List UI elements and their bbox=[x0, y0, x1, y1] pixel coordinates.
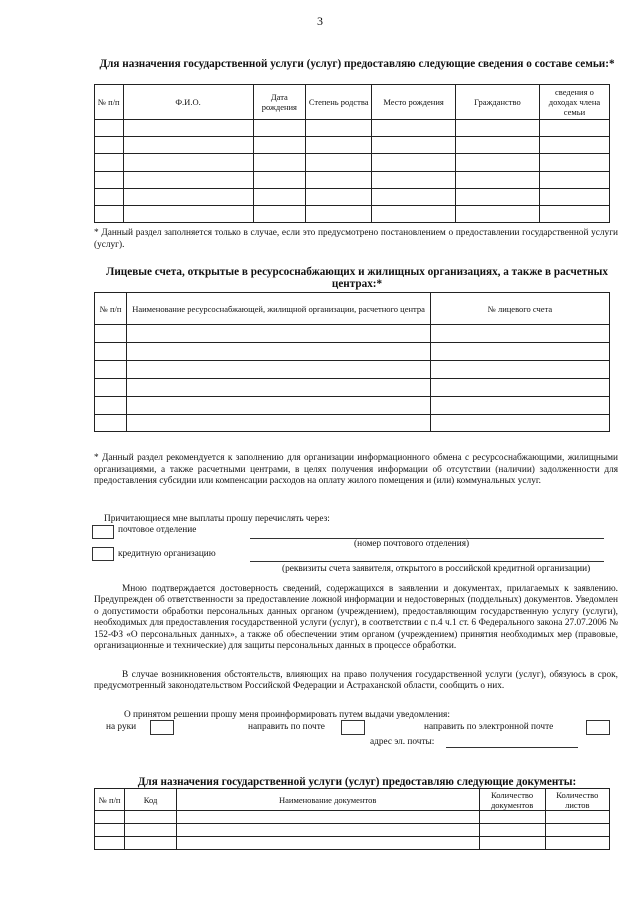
table-row bbox=[95, 154, 610, 172]
notify-text: О принятом решении прошу меня проинформировать путем выдачи уведомления: bbox=[124, 710, 450, 720]
col-birthplace: Место рождения bbox=[372, 85, 456, 120]
notify-mail-checkbox[interactable] bbox=[341, 720, 365, 735]
col-sheet-count: Количество листов bbox=[545, 789, 609, 811]
table-row bbox=[95, 343, 610, 361]
col-number: № п/п bbox=[95, 293, 127, 325]
table-row bbox=[95, 172, 610, 189]
email-address-label: адрес эл. почты: bbox=[370, 737, 435, 747]
table-row bbox=[95, 325, 610, 343]
col-fio: Ф.И.О. bbox=[123, 85, 253, 120]
table-row bbox=[95, 811, 610, 824]
table-row bbox=[95, 206, 610, 223]
col-number: № п/п bbox=[95, 85, 124, 120]
email-address-field[interactable] bbox=[446, 747, 578, 748]
post-office-caption: (номер почтового отделения) bbox=[354, 539, 470, 549]
notify-hand-label: на руки bbox=[106, 722, 137, 732]
post-office-checkbox[interactable] bbox=[92, 525, 114, 539]
consent-paragraph: Мною подтверждается достоверность сведений, содержащихся в заявлении и документах, прилагаемых к заявлению. Предупрежден об ответственности за предоставление ложной информации и недостоверных (поддельных) документов. Уведомлен о допустимости обработки персональных данных органом (учреждением), предоставляющим государственную услугу (услуги), необходимых для предоставления государственной услуги (услуг), в соответствии с п.4 ч.1 ст. 6 Федерального закона 27.07.2006 № 152-ФЗ «О персональных данных», а также об обеспечении этим органом (учреждением) принятия необходимых мер (правовые, организационные и технические) для защиты персональных данных в процессе обработки. bbox=[94, 584, 618, 652]
table-row bbox=[95, 189, 610, 206]
accounts-heading: Лицевые счета, открытые в ресурсоснабжающих и жилищных организациях, а также в расчетных центрах:* bbox=[106, 266, 608, 290]
table-row bbox=[95, 837, 610, 850]
accounts-note: * Данный раздел рекомендуется к заполнению для организации информационного обмена с ресурсоснабжающими, жилищными организациями, а также расчетными центрами, в целях получения информации об отсутствии (наличии) задолженности для предоставления субсидии или компенсации расходов на оплату жилого помещения и (или) коммунальных услуг. bbox=[94, 453, 618, 486]
col-birthdate: Дата рождения bbox=[253, 85, 306, 120]
col-document-name: Наименование документов bbox=[176, 789, 479, 811]
col-organization: Наименование ресурсоснабжающей, жилищной организации, расчетного центра bbox=[127, 293, 431, 325]
table-row bbox=[95, 120, 610, 137]
col-relation: Степень родства bbox=[306, 85, 372, 120]
obligation-paragraph: В случае возникновения обстоятельств, влияющих на право получения государственной услуги (услуг), обязуюсь в срок, предусмотренный законодательством Российской Федерации и Астраханской области, сообщить о них. bbox=[94, 670, 618, 692]
credit-org-label: кредитную организацию bbox=[118, 549, 216, 559]
post-office-label: почтовое отделение bbox=[118, 525, 197, 535]
col-citizenship: Гражданство bbox=[455, 85, 539, 120]
payment-intro: Причитающиеся мне выплаты прошу перечислять через: bbox=[104, 514, 330, 524]
credit-org-account-field[interactable] bbox=[250, 561, 604, 562]
family-table bbox=[94, 84, 610, 223]
family-heading: Для назначения государственной услуги (услуг) предоставляю следующие сведения о составе семьи:* bbox=[99, 58, 615, 70]
credit-org-caption: (реквизиты счета заявителя, открытого в российской кредитной организации) bbox=[282, 564, 591, 574]
accounts-table bbox=[94, 292, 610, 432]
table-row bbox=[95, 824, 610, 837]
notify-mail-label: направить по почте bbox=[248, 722, 325, 732]
table-row bbox=[95, 379, 610, 397]
col-number: № п/п bbox=[95, 789, 125, 811]
notify-email-checkbox[interactable] bbox=[586, 720, 610, 735]
col-account-number: № лицевого счета bbox=[430, 293, 609, 325]
col-code: Код bbox=[125, 789, 177, 811]
table-row bbox=[95, 361, 610, 379]
page-number: 3 bbox=[317, 14, 323, 28]
documents-table bbox=[94, 788, 610, 850]
col-income: сведения о доходах члена семьи bbox=[539, 85, 609, 120]
documents-heading: Для назначения государственной услуги (услуг) предоставляю следующие документы: bbox=[137, 776, 577, 788]
table-row bbox=[95, 137, 610, 154]
notify-hand-checkbox[interactable] bbox=[150, 720, 174, 735]
notify-email-label: направить по электронной почте bbox=[424, 722, 554, 732]
family-note: * Данный раздел заполняется только в случае, если это предусмотрено постановлением о предоставлении государственной услуги (услуг). bbox=[94, 228, 618, 250]
col-document-count: Количество документов bbox=[479, 789, 545, 811]
credit-org-checkbox[interactable] bbox=[92, 547, 114, 561]
table-row bbox=[95, 415, 610, 432]
table-row bbox=[95, 397, 610, 415]
